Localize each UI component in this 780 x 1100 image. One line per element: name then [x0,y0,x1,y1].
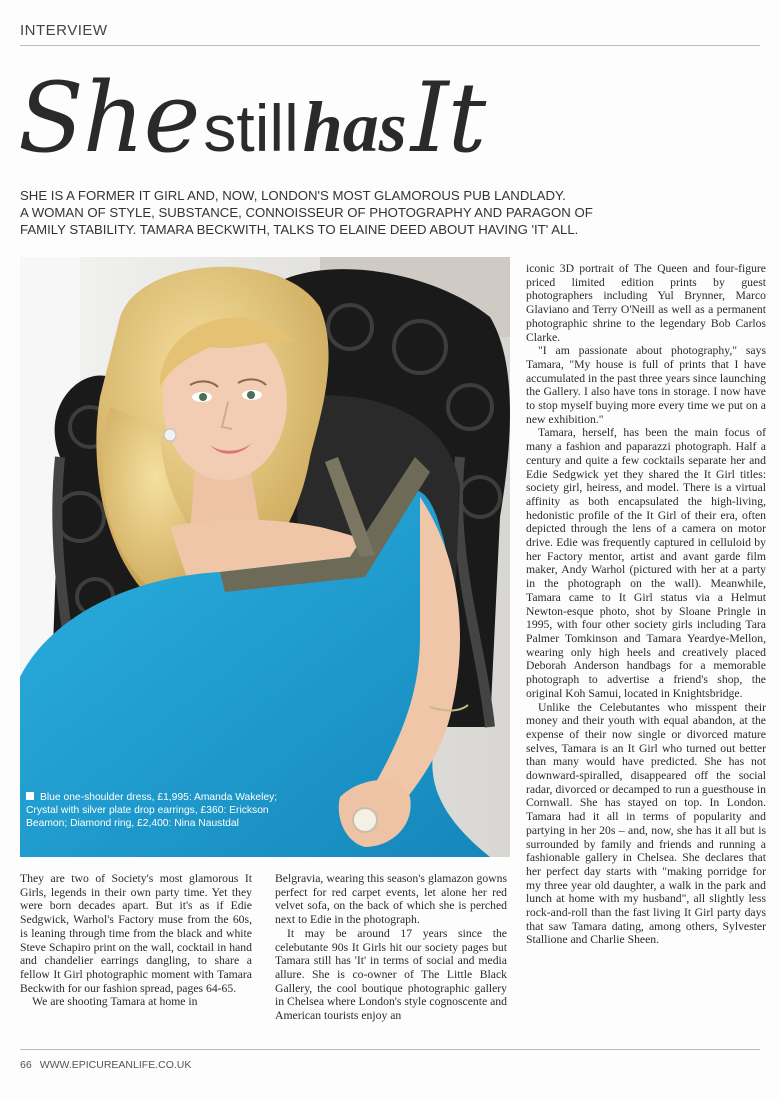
feature-photo [20,257,510,857]
paragraph: We are shooting Tamara at home in [32,995,198,1009]
paragraph: They are two of Society's most glamorous It Girls, legends in their own party time. Yet they were born decades apart. But it's as if Edie Sedgwick, Warhol's Factory muse from the 60s, is leaning through time from the black and white Steve Schapiro print on the wall, cocktail in hand and chandelier earrings dangling, to share a fellow It Girl photographic moment with Tamara Beckwith for our fashion spread, pages 64-65. [20,872,252,995]
caption-text: Blue one-shoulder dress, £1,995: Amanda Wakeley; Crystal with silver plate drop earrings, £360: Erickson Beamon; Diamond ring, £2,400: Nina Naustdal [26,792,278,829]
section-label: INTERVIEW [20,22,108,39]
footer [20,1059,199,1071]
photo-caption [26,791,288,830]
headline-word-it: It [410,62,486,174]
bottom-rule [20,1049,760,1050]
headline-word-still: still [203,91,299,165]
paragraph: iconic 3D portrait of The Queen and four-figure priced limited edition prints by guest photographers including Yul Brynner, Marco Glaviano and Terry O'Neill as well as a permanent photographic shrine to the legendary Bob Carlos Clarke. [526,262,766,344]
paragraph: Tamara, herself, has been the main focus of many a fashion and paparazzi photograph. Half a century and quite a few cocktails separate her and Edie Sedgwick yet they shared the It Girl titles: society girl, heiress, and model. There is a virtual affinity as both encapsulated the high-living, hedonistic profile of the It Girl of their era, often depicted through the lens of a camera on motor drive. Edie was frequently captured in celluloid by her Factory mentor, artist and avant garde film maker, Andy Warhol (pictured with her at a party in the photograph on the wall). Meanwhile, Tamara came to It Girl status via a Helmut Newton-esque photo, shot by Sloane Pringle in 1995, with four other society girls including Tara Palmer Tomkinson and Tamara Yeardye-Mellon, wearing only high heels and creatively placed Deborah Anderson handbags for a memorable photograph to advertise a friend's shop, the original Koh Samui, located in Knightsbridge. [526,426,766,700]
headline-word-she: She [18,62,200,174]
paragraph: "I am passionate about photography," says Tamara, "My house is full of prints that I have accumulated in the past three years since launching the Gallery. I also have tons in storage. I now have to stop myself buying more every time we put on a new exhibition." [526,344,766,426]
top-rule [20,45,760,46]
article-column-left [20,872,252,1009]
headline [18,62,758,172]
page-number: 66 [20,1059,32,1071]
article-column-right [526,262,766,947]
portrait-illustration [20,257,510,857]
standfirst [20,187,760,238]
standfirst-line: SHE IS A FORMER IT GIRL AND, NOW, LONDON'S MOST GLAMOROUS PUB LANDLADY. [20,188,566,203]
headline-word-has: has [302,87,407,167]
caption-bullet-icon [26,792,34,800]
article-column-middle [275,872,507,1023]
standfirst-line: FAMILY STABILITY. TAMARA BECKWITH, TALKS TO ELAINE DEED ABOUT HAVING 'IT' ALL. [20,222,579,237]
website-url: WWW.EPICUREANLIFE.CO.UK [39,1059,192,1071]
paragraph: It may be around 17 years since the celebutante 90s It Girls hit our society pages but Tamara still has 'It' in terms of social and media allure. She is co-owner of The Little Black Gallery, the cool boutique photographic gallery in Chelsea where London's style cognoscente and American tourists enjoy an [275,926,507,1023]
paragraph: Unlike the Celebutantes who misspent their money and their youth with equal abandon, at the expense of their now single or divorced mature selves, Tamara is an It Girl who turned out better than many would have predicted. She has not downward-spiralled, disappeared off the social radar, divorced or decamped to run a guesthouse in Cornwall. She has stayed on top. In London. Tamara had it all in terms of popularity and partying in her 20s – and, now, she has it all but is surrounded by family and friends and running a fashionable gallery in Chelsea. She declares that her perfect day starts with "making porridge for my three year old daughter, a walk in the park and lunch at home with my husband", all slightly less rock-and-roll than the fast living It Girl party days that saw Tamara dating, among others, Sylvester Stallione and Charlie Sheen. [526,700,766,947]
standfirst-line: A WOMAN OF STYLE, SUBSTANCE, CONNOISSEUR OF PHOTOGRAPHY AND PARAGON OF [20,205,593,220]
paragraph: Belgravia, wearing this season's glamazon gowns perfect for red carpet events, let alone her red velvet sofa, on the back of which she is perched next to Edie in the photograph. [275,872,507,927]
